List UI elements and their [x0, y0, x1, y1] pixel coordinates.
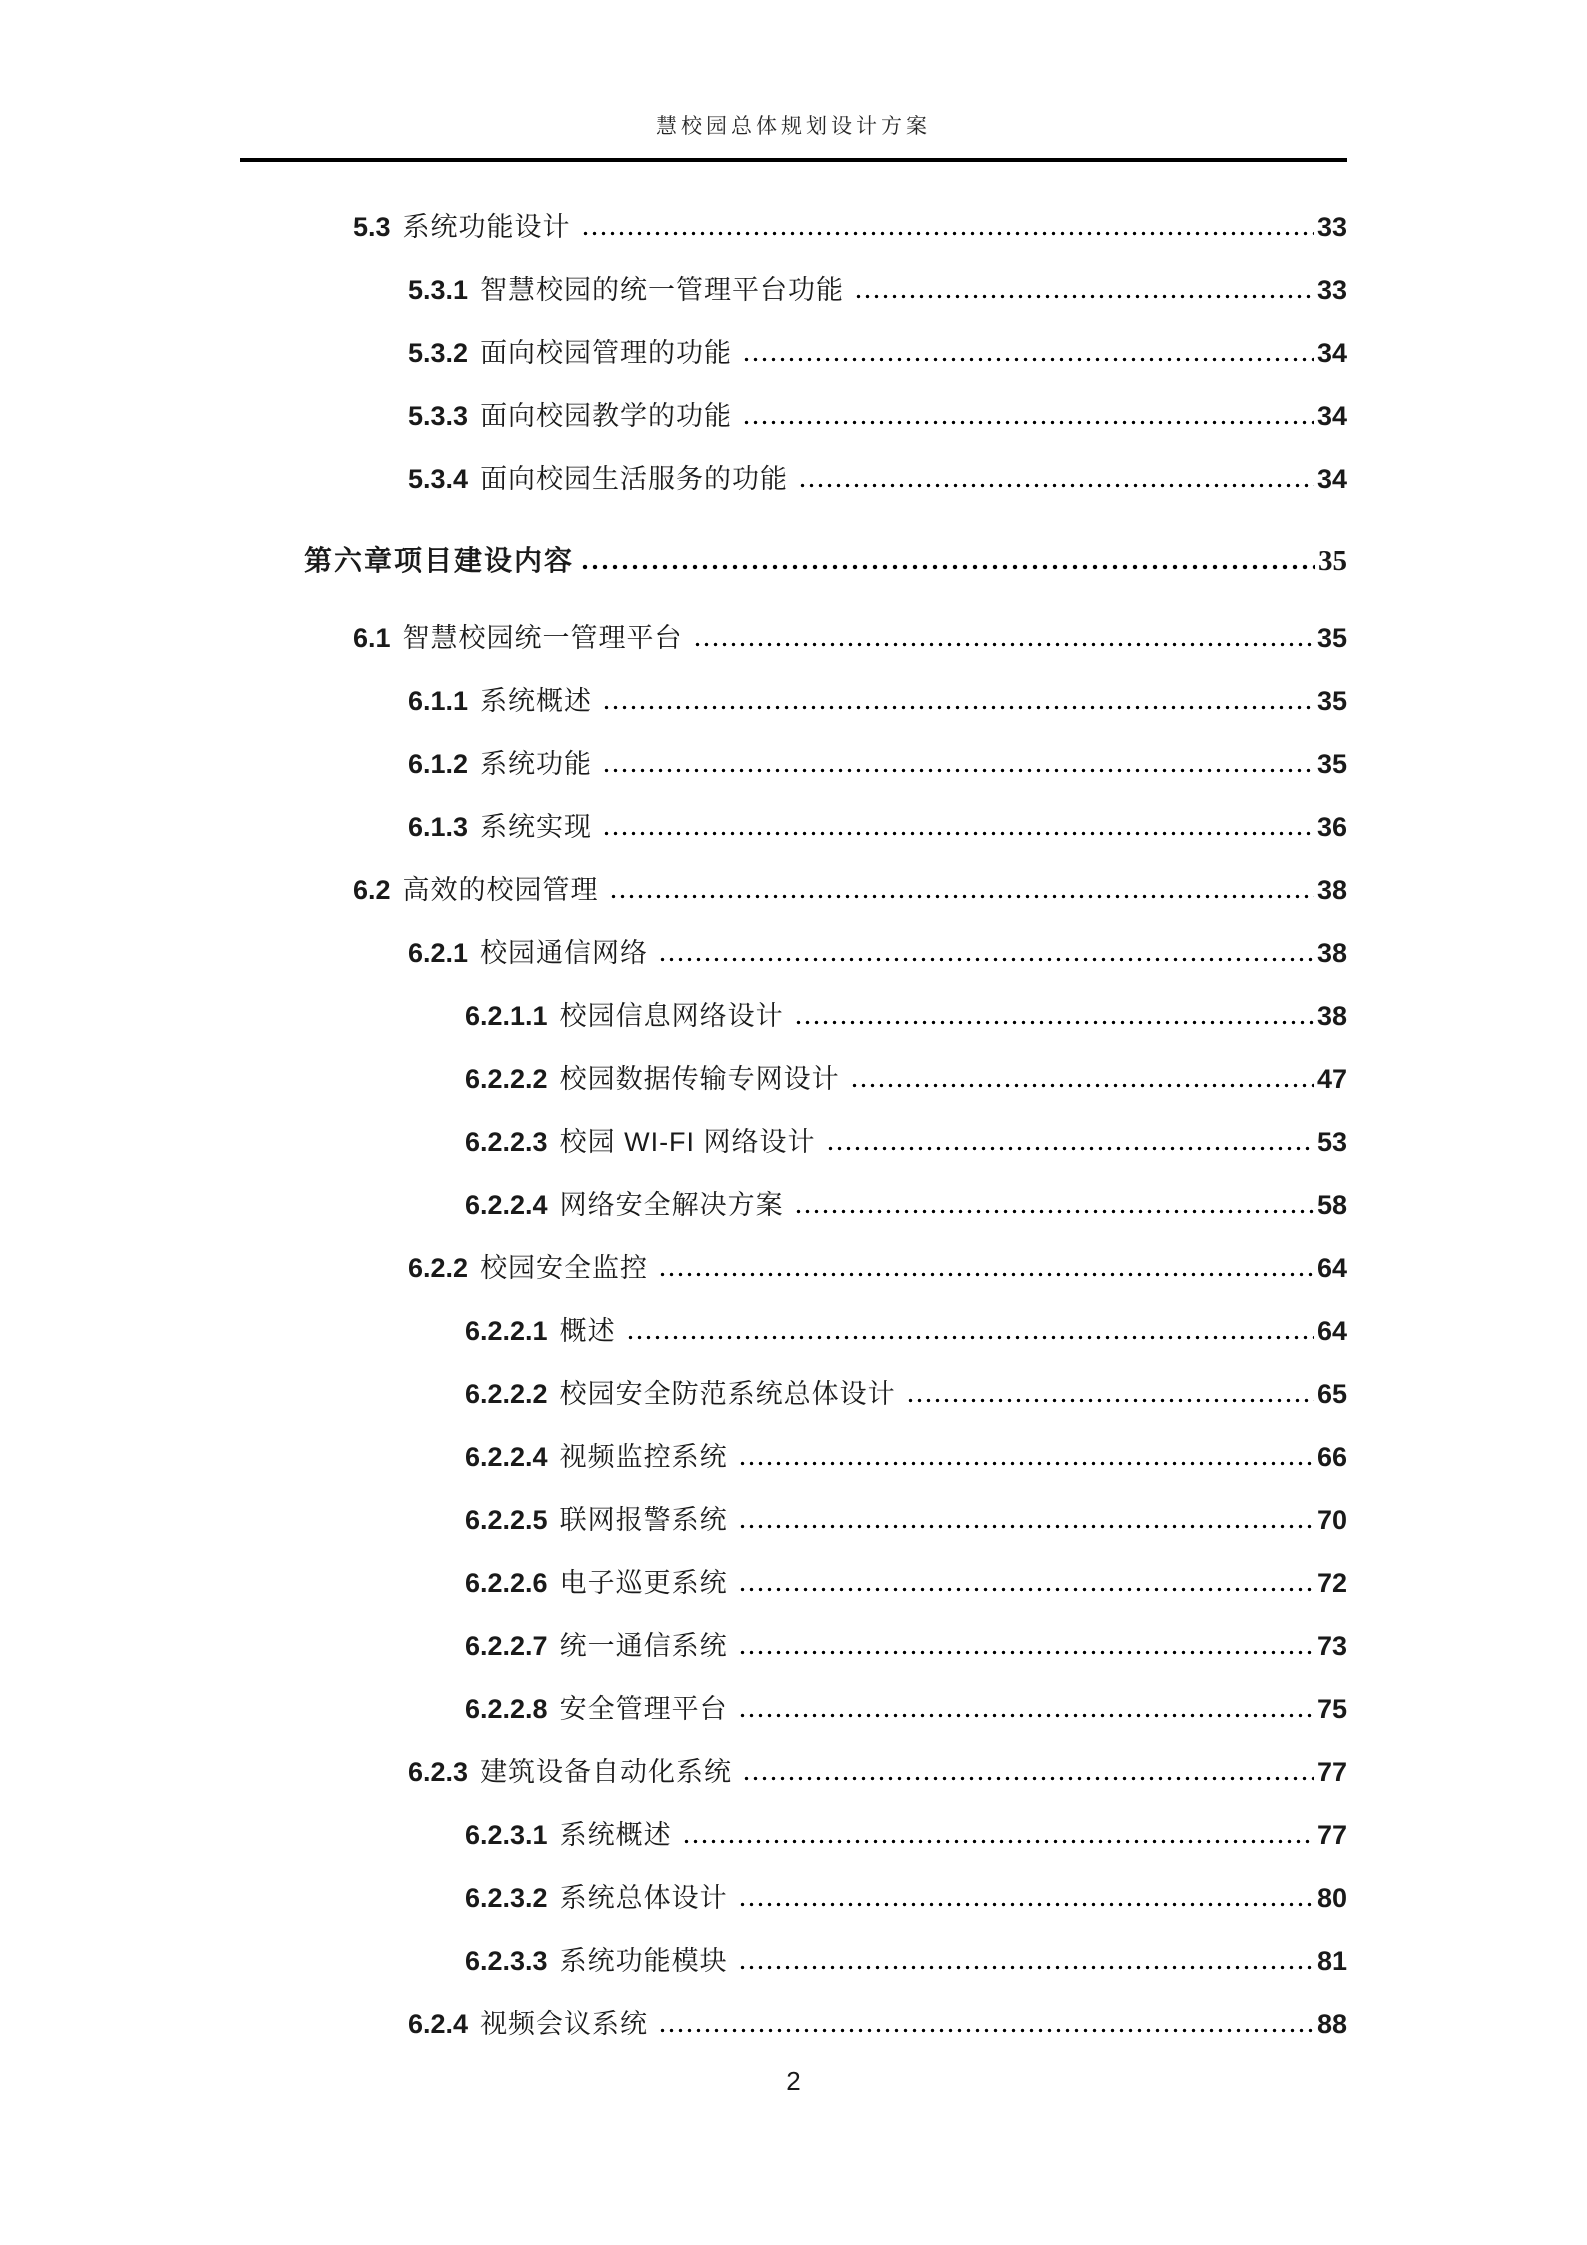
- toc-entry-num: 6.2.2.2: [465, 1379, 548, 1409]
- toc-entry-leader: [738, 1461, 1314, 1466]
- toc-entry-leader: [682, 1839, 1314, 1844]
- toc-entry-title: 统一通信系统: [559, 1631, 728, 1661]
- toc-entry-page: 88: [1316, 2009, 1347, 2039]
- toc-entry[interactable]: [240, 318, 1347, 381]
- toc-entry-num: 6.2.3.1: [465, 1820, 548, 1850]
- toc-entry-title: 第六章项目建设内容: [304, 545, 575, 576]
- toc-entry-num: 5.3.4: [408, 464, 469, 494]
- toc-entry-page: 36: [1316, 812, 1347, 842]
- toc-entry-title: 校园数据传输专网设计: [559, 1064, 840, 1094]
- toc-entry-page: 81: [1316, 1946, 1347, 1976]
- toc-entry[interactable]: [240, 1107, 1347, 1170]
- toc-entry-num: 6.1.3: [408, 812, 469, 842]
- toc-entry-leader: [602, 768, 1314, 773]
- toc-entry-num: 6.2.2.4: [465, 1442, 548, 1472]
- toc-entry-leader: [658, 957, 1314, 962]
- toc-entry-page: 72: [1316, 1568, 1347, 1598]
- toc-entry-title: 系统功能: [480, 749, 593, 779]
- toc-entry-page: 35: [1316, 623, 1347, 653]
- footer-page-number: 2: [786, 2066, 801, 2096]
- toc-entry[interactable]: [240, 855, 1347, 918]
- toc-entry-leader: [738, 1524, 1314, 1529]
- toc-entry-page: 58: [1316, 1190, 1347, 1220]
- toc-entry-leader: [906, 1398, 1314, 1403]
- toc-entry[interactable]: [240, 381, 1347, 444]
- toc-entry-page: 53: [1316, 1127, 1347, 1157]
- toc-entry-title: 视频会议系统: [480, 2009, 649, 2039]
- toc-entry[interactable]: [240, 1737, 1347, 1800]
- toc-entry-title: 高效的校园管理: [402, 875, 599, 905]
- toc-entry-page: 73: [1316, 1631, 1347, 1661]
- toc-entry-leader: [794, 1209, 1314, 1214]
- toc-entry[interactable]: [240, 1170, 1347, 1233]
- toc-entry-leader: [854, 294, 1314, 299]
- toc-entry-page: 34: [1316, 464, 1347, 494]
- toc-entry[interactable]: [240, 1422, 1347, 1485]
- toc-entry-title: 系统概述: [480, 686, 593, 716]
- toc-entry-title: 电子巡更系统: [559, 1568, 728, 1598]
- toc-entry-num: 6.2.1.1: [465, 1001, 548, 1031]
- toc-entry-title: 校园 WI-FI 网络设计: [559, 1127, 816, 1157]
- toc-entry-leader: [602, 705, 1314, 710]
- toc-entry[interactable]: [240, 1926, 1347, 1989]
- toc-entry-num: 6.2.3.2: [465, 1883, 548, 1913]
- toc-entry[interactable]: [240, 255, 1347, 318]
- toc-entry-leader: [580, 564, 1315, 570]
- toc-entry-leader: [658, 2028, 1314, 2033]
- toc-entry-title: 网络安全解决方案: [559, 1190, 784, 1220]
- toc-entry-page: 33: [1316, 212, 1347, 242]
- toc-entry-num: 6.1: [353, 623, 391, 653]
- header-rule: [240, 158, 1347, 162]
- toc-entry[interactable]: [240, 1989, 1347, 2052]
- toc-entry-leader: [738, 1587, 1314, 1592]
- toc-entry-page: 38: [1316, 938, 1347, 968]
- toc-entry-page: 70: [1316, 1505, 1347, 1535]
- toc-entry-title: 系统实现: [480, 812, 593, 842]
- toc-entry-title: 联网报警系统: [559, 1505, 728, 1535]
- toc-entry-leader: [658, 1272, 1314, 1277]
- toc-entry-title: 概述: [559, 1316, 616, 1346]
- toc-entry-num: 6.2.2.3: [465, 1127, 548, 1157]
- toc-entry-num: 6.2.1: [408, 938, 469, 968]
- toc-entry-page: 34: [1316, 338, 1347, 368]
- toc-entry-title: 面向校园教学的功能: [480, 401, 733, 431]
- toc-entry-leader: [738, 1965, 1314, 1970]
- toc-entry-page: 38: [1316, 875, 1347, 905]
- toc-entry-page: 35: [1318, 545, 1347, 577]
- toc-entry[interactable]: [240, 729, 1347, 792]
- toc-entry[interactable]: [240, 507, 1347, 603]
- toc-entry-leader: [581, 231, 1314, 236]
- toc-entry-title: 校园通信网络: [480, 938, 649, 968]
- toc-entry-page: 47: [1316, 1064, 1347, 1094]
- toc-entry[interactable]: [240, 1044, 1347, 1107]
- toc-entry[interactable]: [240, 1800, 1347, 1863]
- toc-entry-num: 6.2.4: [408, 2009, 469, 2039]
- toc-entry[interactable]: [240, 1485, 1347, 1548]
- toc-entry-num: 6.2: [353, 875, 391, 905]
- toc-entry-page: 80: [1316, 1883, 1347, 1913]
- toc-entry-title: 智慧校园统一管理平台: [402, 623, 683, 653]
- toc-entry-page: 38: [1316, 1001, 1347, 1031]
- toc-entry[interactable]: [240, 918, 1347, 981]
- toc-entry-num: 5.3.3: [408, 401, 469, 431]
- toc-entry-title: 校园信息网络设计: [559, 1001, 784, 1031]
- toc-entry[interactable]: [240, 1233, 1347, 1296]
- toc-entry[interactable]: [240, 1296, 1347, 1359]
- toc-entry-title: 系统功能模块: [559, 1946, 728, 1976]
- toc-entry-leader: [738, 1902, 1314, 1907]
- toc-list: [240, 192, 1347, 2052]
- toc-entry-num: 6.1.1: [408, 686, 469, 716]
- toc-entry-num: 5.3.2: [408, 338, 469, 368]
- toc-entry-page: 64: [1316, 1253, 1347, 1283]
- toc-entry-page: 64: [1316, 1316, 1347, 1346]
- toc-entry-leader: [738, 1713, 1314, 1718]
- toc-entry-title: 校园安全防范系统总体设计: [559, 1379, 896, 1409]
- toc-entry[interactable]: [240, 444, 1347, 507]
- toc-entry-title: 视频监控系统: [559, 1442, 728, 1472]
- toc-entry-num: 6.2.2.1: [465, 1316, 548, 1346]
- toc-entry[interactable]: [240, 192, 1347, 255]
- toc-entry-leader: [798, 483, 1314, 488]
- toc-entry-num: 5.3.1: [408, 275, 469, 305]
- page-header-title: 慧校园总体规划设计方案: [656, 115, 931, 138]
- toc-entry[interactable]: [240, 1548, 1347, 1611]
- toc-entry-leader: [609, 894, 1314, 899]
- toc-entry[interactable]: [240, 1359, 1347, 1422]
- toc-entry-num: 6.2.2: [408, 1253, 469, 1283]
- toc-entry-page: 77: [1316, 1820, 1347, 1850]
- toc-entry-leader: [794, 1020, 1314, 1025]
- toc-entry-title: 系统概述: [559, 1820, 672, 1850]
- toc-entry-page: 77: [1316, 1757, 1347, 1787]
- toc-entry-title: 面向校园管理的功能: [480, 338, 733, 368]
- toc-entry-num: 6.2.2.5: [465, 1505, 548, 1535]
- toc-entry-title: 系统功能设计: [402, 212, 571, 242]
- toc-entry-num: 6.2.3.3: [465, 1946, 548, 1976]
- toc-entry-page: 35: [1316, 749, 1347, 779]
- toc-entry-num: 6.2.2.4: [465, 1190, 548, 1220]
- toc-entry-leader: [742, 357, 1314, 362]
- toc-entry-leader: [626, 1335, 1314, 1340]
- toc-entry-page: 65: [1316, 1379, 1347, 1409]
- toc-entry-title: 安全管理平台: [559, 1694, 728, 1724]
- toc-entry-leader: [742, 420, 1314, 425]
- toc-entry-leader: [742, 1776, 1314, 1781]
- toc-entry-title: 校园安全监控: [480, 1253, 649, 1283]
- toc-entry-num: 6.2.2.6: [465, 1568, 548, 1598]
- toc-entry[interactable]: [240, 1611, 1347, 1674]
- toc-entry[interactable]: [240, 666, 1347, 729]
- toc-entry[interactable]: [240, 1863, 1347, 1926]
- toc-entry-leader: [826, 1146, 1314, 1151]
- toc-entry-title: 建筑设备自动化系统: [480, 1757, 733, 1787]
- toc-entry[interactable]: [240, 603, 1347, 666]
- toc-entry-num: 6.2.2.8: [465, 1694, 548, 1724]
- toc-entry-leader: [602, 831, 1314, 836]
- toc-entry-page: 34: [1316, 401, 1347, 431]
- toc-entry-leader: [693, 642, 1314, 647]
- toc-entry-num: 6.2.2.7: [465, 1631, 548, 1661]
- toc-entry-num: 5.3: [353, 212, 391, 242]
- toc-entry-title: 面向校园生活服务的功能: [480, 464, 789, 494]
- toc-entry-leader: [738, 1650, 1314, 1655]
- toc-entry-num: 6.1.2: [408, 749, 469, 779]
- toc-entry-title: 智慧校园的统一管理平台功能: [480, 275, 845, 305]
- toc-entry-page: 75: [1316, 1694, 1347, 1724]
- toc-entry-page: 35: [1316, 686, 1347, 716]
- toc-entry[interactable]: [240, 792, 1347, 855]
- toc-entry[interactable]: [240, 981, 1347, 1044]
- toc-entry[interactable]: [240, 1674, 1347, 1737]
- toc-entry-page: 66: [1316, 1442, 1347, 1472]
- toc-entry-title: 系统总体设计: [559, 1883, 728, 1913]
- toc-entry-leader: [850, 1083, 1314, 1088]
- toc-entry-page: 33: [1316, 275, 1347, 305]
- toc-entry-num: 6.2.3: [408, 1757, 469, 1787]
- toc-entry-num: 6.2.2.2: [465, 1064, 548, 1094]
